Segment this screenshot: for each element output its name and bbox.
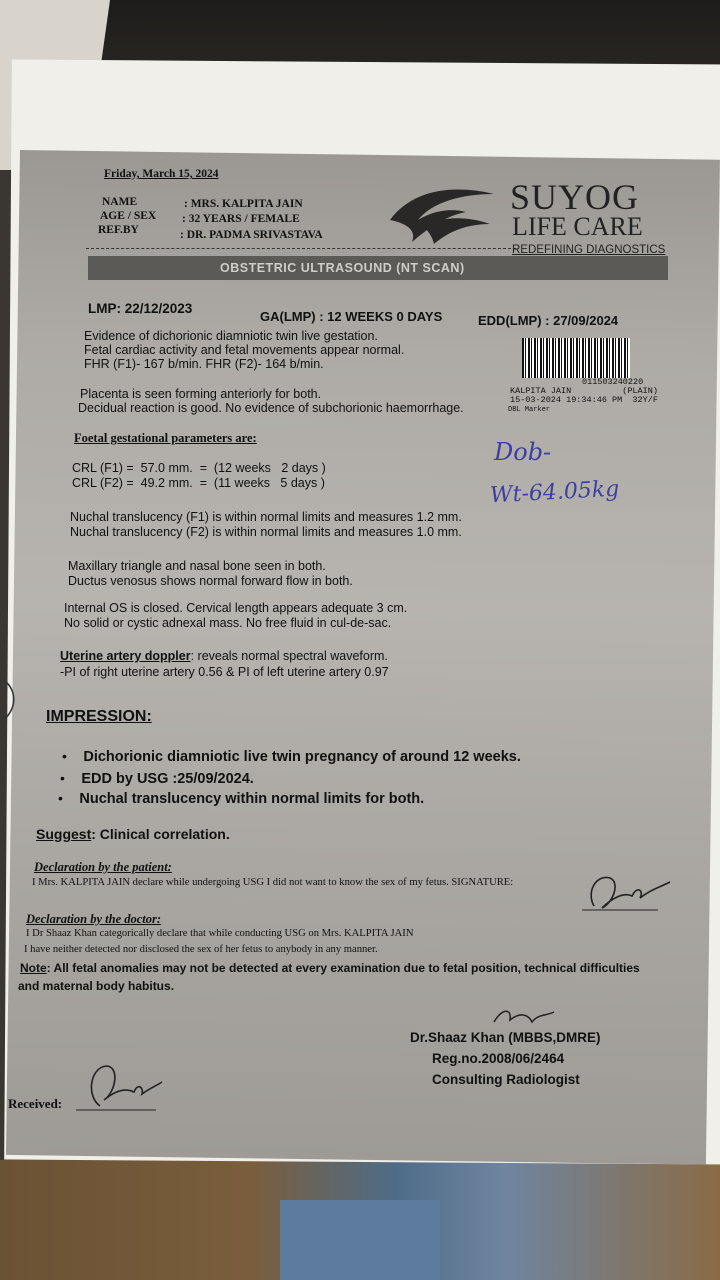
- barcode-number: 011503240220: [582, 377, 644, 387]
- bullet-icon: •: [58, 790, 63, 806]
- os-finding: Internal OS is closed. Cervical length appears adequate 3 cm.: [64, 601, 408, 615]
- barcode: [522, 338, 630, 378]
- crl-f1: CRL (F1) = 57.0 mm. = (12 weeks 2 days ): [72, 461, 326, 475]
- bullet-icon: •: [60, 770, 65, 786]
- finding-line: Placenta is seen forming anteriorly for both.: [80, 387, 322, 401]
- impression-item: [60, 770, 254, 788]
- patient-declaration-heading: Declaration by the patient:: [34, 860, 172, 874]
- impression-heading: IMPRESSION:: [46, 708, 152, 725]
- suggest-line: [36, 826, 230, 842]
- report-date: Friday, March 15, 2024: [104, 168, 219, 180]
- doctor-title: Consulting Radiologist: [432, 1072, 580, 1087]
- impression-text: EDD by USG :25/09/2024.: [81, 771, 254, 787]
- doppler-text: : reveals normal spectral waveform.: [190, 649, 388, 663]
- nt-f1: Nuchal translucency (F1) is within normal limits and measures 1.2 mm.: [70, 510, 462, 524]
- bullet-icon: •: [62, 748, 67, 764]
- logo-tagline: REDEFINING DIAGNOSTICS: [512, 244, 666, 256]
- doctor-declaration-line: I have neither detected nor disclosed the sex of her fetus to anybody in any manner.: [24, 944, 378, 955]
- gestational-age: GA(LMP) : 12 WEEKS 0 DAYS: [260, 309, 443, 324]
- suyog-logo-icon: [382, 180, 500, 248]
- doctor-registration: Reg.no.2008/06/2464: [432, 1051, 565, 1066]
- doctor-declaration-line: I Dr Shaaz Khan categorically declare that while conducting USG on Mrs. KALPITA JAIN: [26, 928, 414, 939]
- finding-line: Decidual reaction is good. No evidence of subchorionic haemorrhage.: [78, 401, 464, 415]
- nt-f2: Nuchal translucency (F2) is within normal limits and measures 1.0 mm.: [70, 525, 462, 539]
- pi-finding: -PI of right uterine artery 0.56 & PI of left uterine artery 0.97: [60, 665, 389, 679]
- doppler-label: Uterine artery doppler: [60, 649, 191, 663]
- suggest-label: Suggest: [36, 826, 92, 842]
- margin-mark-icon: [0, 676, 26, 726]
- finding-line: Fetal cardiac activity and fetal movements appear normal.: [84, 343, 405, 357]
- finding-line: FHR (F1)- 167 b/min. FHR (F2)- 164 b/min.: [84, 357, 324, 371]
- refby-value: : DR. PADMA SRIVASTAVA: [180, 229, 323, 241]
- impression-item: [58, 790, 424, 808]
- note-text: : All fetal anomalies may not be detected at every examination due to fetal position, technical difficulties: [46, 961, 640, 975]
- handwritten-weight: Wt-64.05kg: [489, 476, 620, 509]
- barcode-datetime: 15-03-2024 19:34:46 PM 32Y/F: [510, 395, 658, 405]
- finding-line: Evidence of dichorionic diamniotic twin live gestation.: [84, 329, 378, 343]
- impression-text: Nuchal translucency within normal limits for both.: [79, 791, 425, 807]
- note-line: [20, 960, 640, 976]
- header-divider: [86, 248, 516, 249]
- impression-item: [62, 748, 521, 766]
- adnexa-finding: No solid or cystic adnexal mass. No free fluid in cul-de-sac.: [64, 616, 392, 630]
- patient-declaration-text: I Mrs. KALPITA JAIN declare while undergoing USG I did not want to know the sex of my fetus. SIGNATURE:: [32, 877, 514, 888]
- handwritten-dob: Dob-: [494, 438, 552, 466]
- crl-f2: CRL (F2) = 49.2 mm. = (11 weeks 5 days ): [72, 476, 325, 490]
- lmp-date: LMP: 22/12/2023: [88, 301, 193, 316]
- barcode-patient: KALPITA JAIN (PLAIN): [510, 386, 658, 396]
- maxillary-finding: Maxillary triangle and nasal bone seen in both.: [68, 559, 326, 573]
- name-label: NAME: [102, 196, 138, 208]
- name-value: : MRS. KALPITA JAIN: [184, 198, 303, 210]
- refby-label: REF.BY: [98, 224, 139, 236]
- ductus-finding: Ductus venosus shows normal forward flow in both.: [68, 574, 353, 588]
- note-line-2: and maternal body habitus.: [18, 979, 175, 993]
- patient-signature-icon: [580, 862, 680, 922]
- logo-title: SUYOG: [510, 177, 640, 217]
- note-label: Note: [20, 961, 47, 975]
- report-title: OBSTETRIC ULTRASOUND (NT SCAN): [220, 261, 465, 275]
- doctor-declaration-heading: Declaration by the doctor:: [26, 912, 162, 926]
- barcode-marker: DBL Marker: [508, 406, 551, 414]
- agesex-label: AGE / SEX: [100, 210, 157, 222]
- received-signature-icon: [76, 1058, 166, 1118]
- foetal-parameters-heading: Foetal gestational parameters are:: [74, 431, 257, 445]
- doctor-name: Dr.Shaaz Khan (MBBS,DMRE): [410, 1030, 601, 1045]
- agesex-value: : 32 YEARS / FEMALE: [182, 213, 300, 225]
- received-label: Received:: [8, 1096, 63, 1111]
- impression-text: Dichorionic diamniotic live twin pregnancy of around 12 weeks.: [83, 749, 521, 765]
- doppler-finding: [60, 648, 388, 664]
- logo-subtitle: LIFE CARE: [512, 212, 643, 241]
- suggest-text: : Clinical correlation.: [91, 826, 230, 842]
- edd-lmp: EDD(LMP) : 27/09/2024: [478, 313, 619, 328]
